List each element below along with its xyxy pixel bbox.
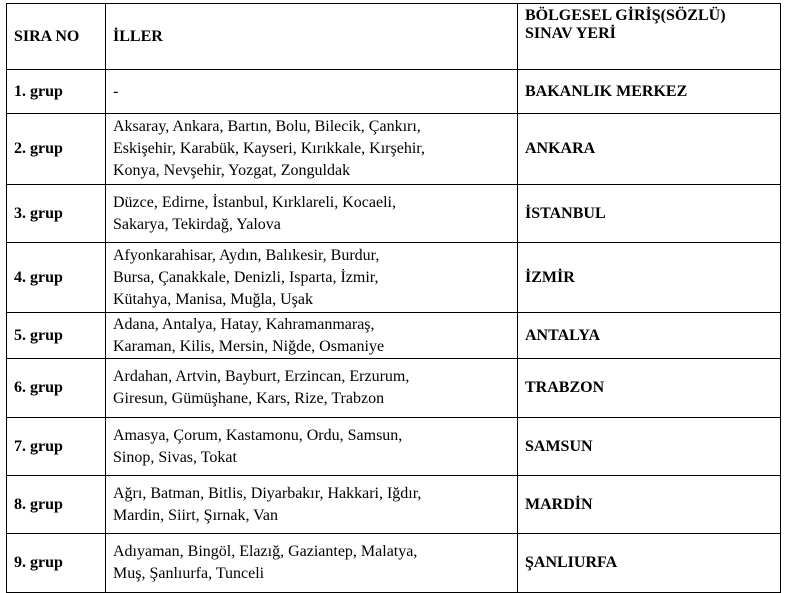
exam-location-table xyxy=(6,3,781,593)
cities-line: Konya, Nevşehir, Yozgat, Zonguldak xyxy=(113,162,351,179)
place-cell: TRABZON xyxy=(518,359,781,418)
header-sira-no: SIRA NO xyxy=(7,4,106,70)
cities-cell xyxy=(106,418,518,476)
cities-cell xyxy=(106,313,518,359)
header-sinav-yeri-line1: BÖLGESEL GİRİŞ(SÖZLÜ) xyxy=(525,7,726,24)
group-cell: 1. grup xyxy=(7,70,106,114)
place-cell: İSTANBUL xyxy=(518,185,781,243)
place-cell: ŞANLIURFA xyxy=(518,534,781,593)
group-cell: 8. grup xyxy=(7,476,106,534)
table-row xyxy=(7,418,781,476)
cities-line: Amasya, Çorum, Kastamonu, Ordu, Samsun, xyxy=(113,426,403,444)
cities-line: Adıyaman, Bingöl, Elazığ, Gaziantep, Malatya, xyxy=(113,543,418,560)
group-cell: 7. grup xyxy=(7,418,106,476)
group-cell: 5. grup xyxy=(7,313,106,359)
header-sinav-yeri xyxy=(518,4,781,70)
group-cell: 4. grup xyxy=(7,243,106,313)
cities-line: Karaman, Kilis, Mersin, Niğde, Osmaniye xyxy=(113,337,385,355)
header-sinav-yeri-line2: SINAV YERİ xyxy=(525,25,616,42)
group-cell: 2. grup xyxy=(7,114,106,185)
cities-line: Adana, Antalya, Hatay, Kahramanmaraş, xyxy=(113,315,375,333)
cities-cell xyxy=(106,359,518,418)
cities-line: Muş, Şanlıurfa, Tunceli xyxy=(113,565,265,582)
cities-cell xyxy=(106,114,518,185)
place-cell: MARDİN xyxy=(518,476,781,534)
table-row xyxy=(7,313,781,359)
table-row xyxy=(7,185,781,243)
table-row xyxy=(7,476,781,534)
cities-line: Düzce, Edirne, İstanbul, Kırklareli, Kocaeli, xyxy=(113,193,396,211)
cities-line: - xyxy=(113,82,119,100)
place-cell: BAKANLIK MERKEZ xyxy=(518,70,781,114)
cities-line: Sinop, Sivas, Tokat xyxy=(113,448,237,466)
cities-line: Sakarya, Tekirdağ, Yalova xyxy=(113,215,281,233)
cities-line: Bursa, Çanakkale, Denizli, Isparta, İzmir, xyxy=(113,268,379,286)
group-cell: 9. grup xyxy=(7,534,106,593)
cities-cell xyxy=(106,185,518,243)
group-cell: 6. grup xyxy=(7,359,106,418)
place-cell: İZMİR xyxy=(518,243,781,313)
table-row xyxy=(7,534,781,593)
cities-line: Eskişehir, Karabük, Kayseri, Kırıkkale, Kırşehir, xyxy=(113,140,425,157)
table-row xyxy=(7,70,781,114)
place-cell: SAMSUN xyxy=(518,418,781,476)
cities-cell xyxy=(106,243,518,313)
table-header-row xyxy=(7,4,781,70)
cities-line: Kütahya, Manisa, Muğla, Uşak xyxy=(113,290,313,308)
cities-line: Ardahan, Artvin, Bayburt, Erzincan, Erzurum, xyxy=(113,368,410,385)
cities-line: Mardin, Siirt, Şırnak, Van xyxy=(113,506,279,524)
place-cell: ANTALYA xyxy=(518,313,781,359)
cities-cell xyxy=(106,476,518,534)
place-cell: ANKARA xyxy=(518,114,781,185)
group-cell: 3. grup xyxy=(7,185,106,243)
header-iller: İLLER xyxy=(106,4,518,70)
cities-line: Afyonkarahisar, Aydın, Balıkesir, Burdur, xyxy=(113,246,380,264)
cities-line: Aksaray, Ankara, Bartın, Bolu, Bilecik, Çankırı, xyxy=(113,118,421,135)
cities-cell xyxy=(106,70,518,114)
table-row xyxy=(7,243,781,313)
table-row xyxy=(7,359,781,418)
cities-line: Ağrı, Batman, Bitlis, Diyarbakır, Hakkari, Iğdır, xyxy=(113,484,422,502)
table-row xyxy=(7,114,781,185)
cities-cell xyxy=(106,534,518,593)
cities-line: Giresun, Gümüşhane, Kars, Rize, Trabzon xyxy=(113,390,385,407)
